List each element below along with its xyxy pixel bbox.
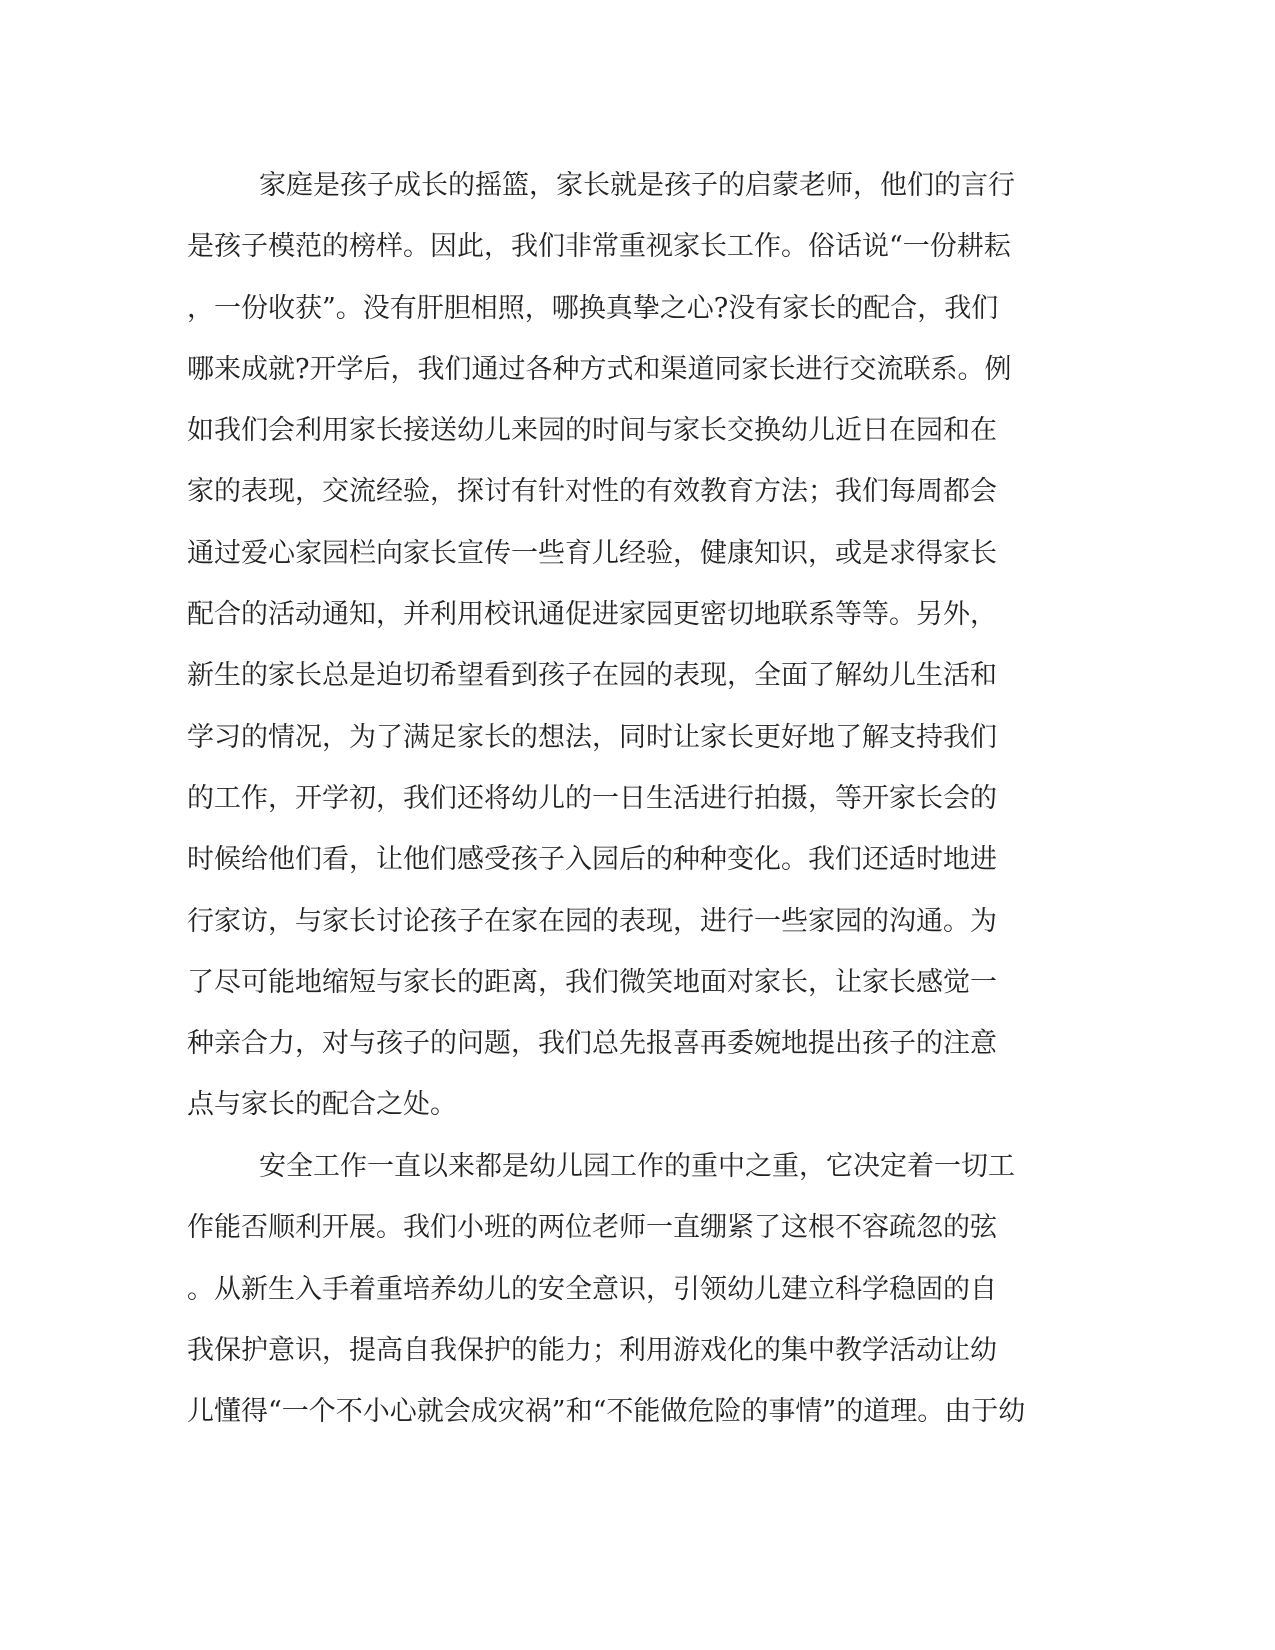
text-line: 点与家长的配合之处。: [187, 1089, 457, 1121]
text-line: 家庭是孩子成长的摇篮，家长就是孩子的启蒙老师，他们的言行: [259, 170, 1015, 201]
text-line: 。从新生入手着重培养幼儿的安全意识，引领幼儿建立科学稳固的自: [187, 1273, 997, 1305]
text-line: 家的表现，交流经验，探讨有针对性的有效教育方法；我们每周都会: [187, 476, 997, 508]
text-line: 的工作，开学初，我们还将幼儿的一日生活进行拍摄，等开家长会的: [187, 782, 997, 814]
text-line: 儿懂得“一个不小心就会成灾祸”和“不能做危险的事情”的道理。由于幼: [187, 1396, 1026, 1428]
text-line: 种亲合力，对与孩子的问题，我们总先报喜再委婉地提出孩子的注意: [187, 1028, 997, 1060]
text-line: 了尽可能地缩短与家长的距离，我们微笑地面对家长，让家长感觉一: [187, 966, 997, 998]
text-line: 安全工作一直以来都是幼儿园工作的重中之重，它决定着一切工: [259, 1151, 1015, 1182]
text-line: 如我们会利用家长接送幼儿来园的时间与家长交换幼儿近日在园和在: [187, 415, 997, 447]
paragraph-safety-work: [187, 1147, 1087, 1453]
text-line: 时候给他们看，让他们感受孩子入园后的种种变化。我们还适时地进: [187, 844, 997, 876]
text-line: 通过爱心家园栏向家长宣传一些育儿经验，健康知识，或是求得家长: [187, 537, 997, 569]
text-line: 学习的情况，为了满足家长的想法，同时让家长更好地了解支持我们: [187, 721, 997, 753]
text-line: 哪来成就?开学后，我们通过各种方式和渠道同家长进行交流联系。例: [187, 353, 1012, 385]
paragraph-home-school: [187, 166, 1087, 1147]
text-line: 行家访，与家长讨论孩子在家在园的表现，进行一些家园的沟通。为: [187, 905, 997, 937]
text-line: ，一份收获”。没有肝胆相照，哪换真挚之心?没有家长的配合，我们: [187, 292, 999, 324]
text-line: 作能否顺利开展。我们小班的两位老师一直绷紧了这根不容疏忽的弦: [187, 1212, 997, 1244]
text-line: 我保护意识，提高自我保护的能力；利用游戏化的集中教学活动让幼: [187, 1334, 997, 1366]
text-line: 新生的家长总是迫切希望看到孩子在园的表现，全面了解幼儿生活和: [187, 660, 997, 692]
text-line: 是孩子模范的榜样。因此，我们非常重视家长工作。俗话说“一份耕耘: [187, 231, 1011, 263]
text-line: 配合的活动通知，并利用校讯通促进家园更密切地联系等等。另外，: [187, 599, 997, 631]
